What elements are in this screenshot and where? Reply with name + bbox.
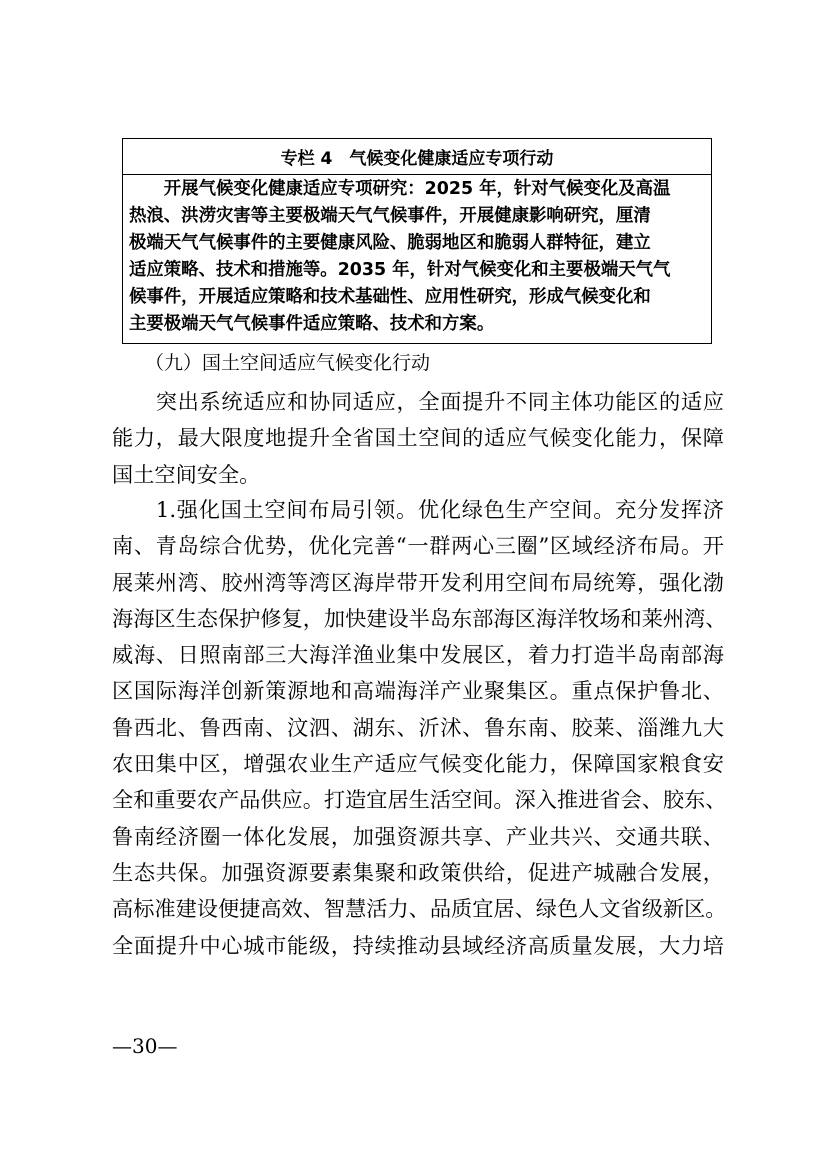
box-line: 热浪、洪涝灾害等主要极端天气气候事件，开展健康影响研究，厘清 (129, 206, 651, 226)
box-body (123, 175, 711, 338)
box-line: 开展气候变化健康适应专项研究：2025 年，针对气候变化及高温 (129, 179, 671, 199)
text-line: 农田集中区，增强农业生产适应气候变化能力，保障国家粮食安 (112, 751, 724, 777)
text-line: 国土空间安全。 (112, 461, 261, 487)
box-line: 适应策略、技术和措施等。2035 年，针对气候变化和主要极端天气气 (129, 260, 671, 280)
text-line: 海海区生态保护修复，加快建设半岛东部海区海洋牧场和莱州湾、 (112, 605, 727, 631)
text-line: 生态共保。加强资源要素集聚和政策供给，促进产城融合发展， (112, 859, 724, 885)
paragraph-2 (112, 492, 727, 964)
paragraph-1 (112, 384, 724, 493)
box-line: 极端天气气候事件的主要健康风险、脆弱地区和脆弱人群特征，建立 (129, 233, 651, 253)
feature-box (122, 138, 712, 344)
text-line: 高标准建设便捷高效、智慧活力、品质宜居、绿色人文省级新区。 (112, 896, 727, 922)
box-title: 专栏 4 气候变化健康适应专项行动 (123, 139, 711, 175)
text-line: 威海、日照南部三大海洋渔业集中发展区，着力打造半岛南部海 (112, 642, 724, 668)
box-line: 主要极端天气气候事件适应策略、技术和方案。 (129, 314, 495, 334)
text-line: 能力，最大限度地提升全省国土空间的适应气候变化能力，保障 (112, 425, 724, 451)
box-line: 候事件，开展适应策略和技术基础性、应用性研究，形成气候变化和 (129, 287, 651, 307)
text-line: 1.强化国土空间布局引领。优化绿色生产空间。充分发挥济 (112, 497, 724, 522)
page-number: —30— (112, 1034, 178, 1058)
text-line: 全面提升中心城市能级，持续推动县域经济高质量发展，大力培 (112, 932, 724, 958)
text-line: 突出系统适应和协同适应，全面提升不同主体功能区的适应 (112, 389, 724, 414)
text-line: 展莱州湾、胶州湾等湾区海岸带开发利用空间布局统筹，强化渤 (112, 569, 724, 595)
text-line: 南、青岛综合优势，优化完善“一群两心三圈”区域经济布局。开 (112, 533, 724, 559)
text-line: 全和重要农产品供应。打造宜居生活空间。深入推进省会、胶东、 (112, 787, 727, 813)
section-heading: （九）国土空间适应气候变化行动 (145, 352, 431, 374)
text-line: 鲁西北、鲁西南、汶泗、湖东、沂沭、鲁东南、胶莱、淄潍九大 (112, 714, 724, 740)
text-line: 区国际海洋创新策源地和高端海洋产业聚集区。重点保护鲁北、 (112, 678, 724, 704)
text-line: 鲁南经济圈一体化发展，加强资源共享、产业共兴、交通共联、 (112, 823, 724, 849)
